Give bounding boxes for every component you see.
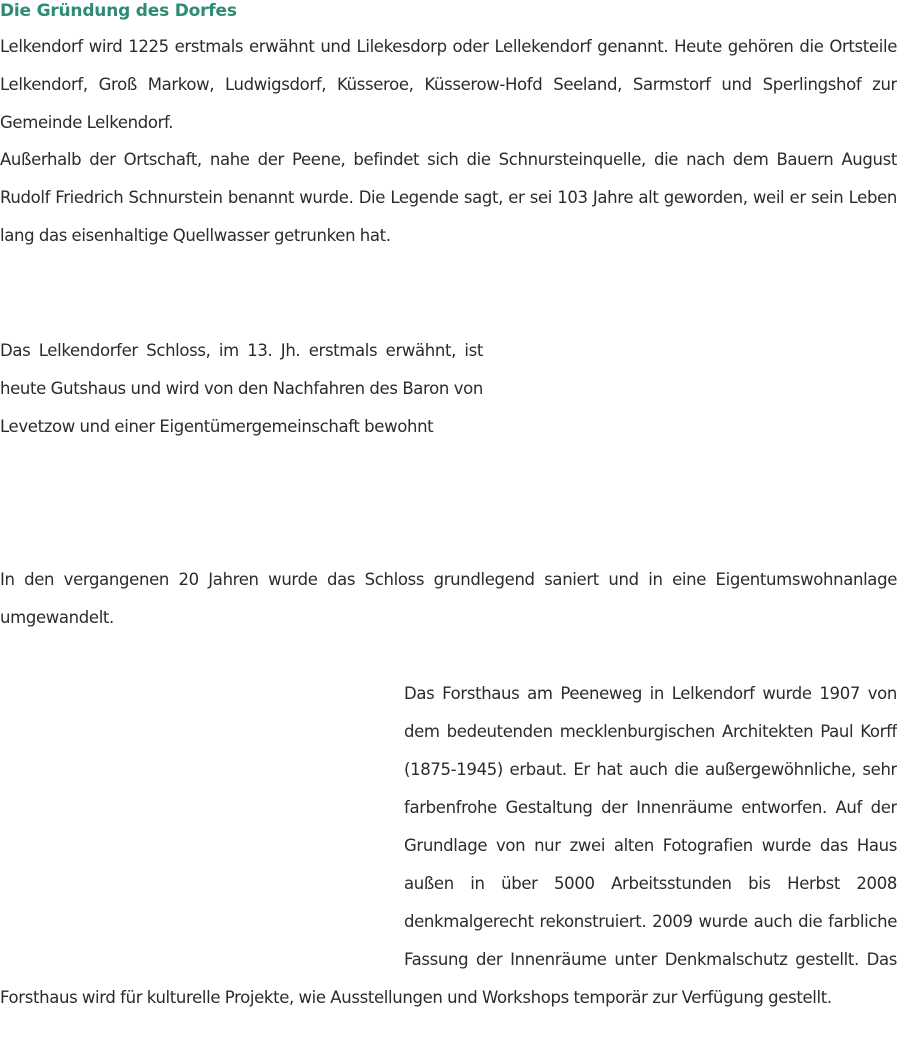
paragraph-forsthaus-text: Das Forsthaus am Peeneweg in Lelkendorf wurde 1907 von dem bedeutenden mecklenburgischen Architekten Paul Korff (1875-1945) erbaut. Er hat auch die außergewöhnliche, sehr farbenfrohe Gestaltung der Innenräume entworfen. Auf der Grundlage von nur zwei alten Fotografien wurde das Haus außen in über 5000 Arbeitsstunden bis Herbst 2008 denkmalgerecht rekonstruiert. 2009 wurde auch die farbliche Fassung der Innenräume unter Denkmalschutz gestellt. Das Forsthaus wird für kulturelle Projekte, wie Ausstellungen und Workshops temporär zur Verfügung gestellt. bbox=[0, 684, 897, 1007]
paragraph-intro: Lelkendorf wird 1225 erstmals erwähnt und Lilekesdorp oder Lellekendorf genannt. Heute gehören die Ortsteile Lelkendorf, Groß Markow, Ludwigsdorf, Küsseroe, Küsserow-Hofd Seeland, Sarmstorf und Sperlingshof zur Gemeinde Lelkendorf. bbox=[0, 37, 897, 132]
paragraph-forsthaus bbox=[0, 675, 897, 1017]
paragraph-quelle: Außerhalb der Ortschaft, nahe der Peene, befindet sich die Schnursteinquelle, die nach dem Bauern August Rudolf Friedrich Schnurstein benannt wurde. Die Legende sagt, er sei 103 Jahre alt geworden, weil er sein Leben lang das eisenhaltige Quellwasser getrunken hat. bbox=[0, 150, 897, 245]
paragraph-schloss: Das Lelkendorfer Schloss, im 13. Jh. erstmals erwähnt, ist heute Gutshaus und wird von den Nachfahren des Baron von Levetzow und einer Eigentümergemeinschaft bewohnt bbox=[0, 341, 483, 436]
section-heading: Die Gründung des Dorfes bbox=[0, 1, 237, 21]
paragraph-sanierung: In den vergangenen 20 Jahren wurde das Schloss grundlegend saniert und in eine Eigentumswohnanlage umgewandelt. bbox=[0, 570, 897, 627]
